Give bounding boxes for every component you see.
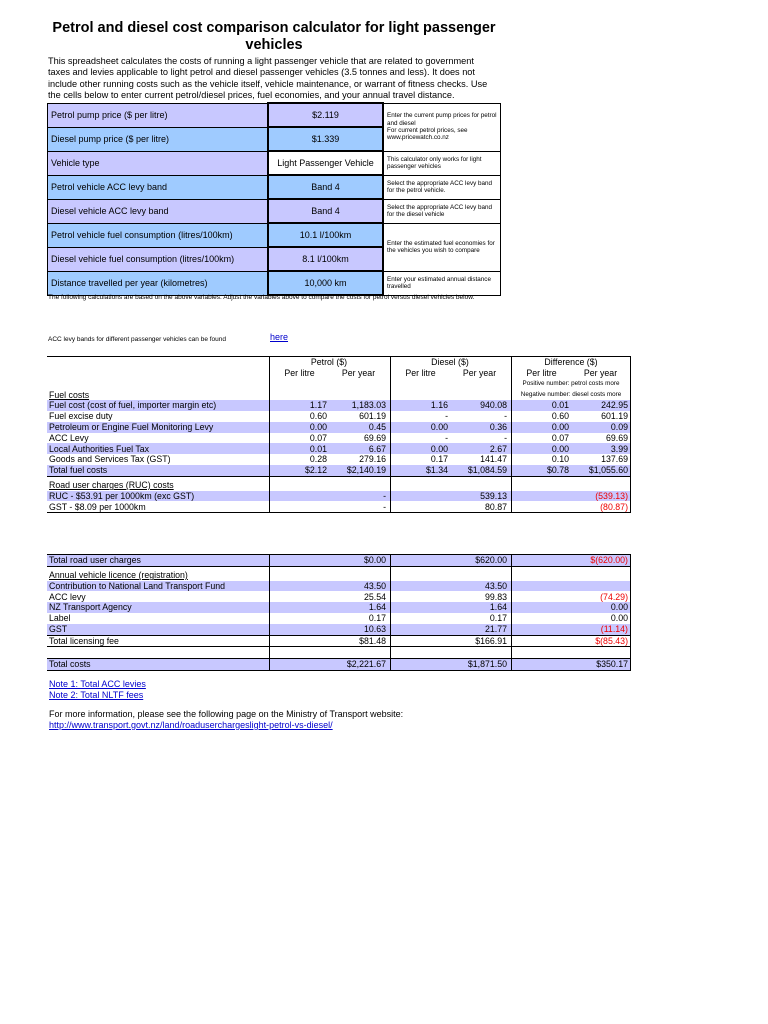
input-label: Petrol pump price ($ per litre) [48,103,269,127]
note-prices: Enter the current pump prices for petrol and diesel For current petrol prices, see www.pricewatch.co.nz [383,103,501,151]
value-cell: 2.67 [450,443,509,454]
value-cell: 69.69 [571,433,631,444]
difference-header: Difference ($) [512,357,631,368]
fuel-cost-row [47,443,631,454]
licence-row [47,602,631,613]
value-cell: 137.69 [571,454,631,465]
value-cell: 601.19 [329,411,388,422]
value-cell: 1.17 [270,400,330,411]
value-cell: 1.16 [391,400,451,411]
fuel-cost-row [47,400,631,411]
row-label: Fuel excise duty [47,411,270,422]
input-label: Vehicle type [48,151,269,175]
value-cell: 25.54 [329,591,388,602]
note-economy: Enter the estimated fuel economies for the vehicles you wish to compare [383,223,501,271]
value-cell: 10.63 [329,624,388,635]
value-cell: 279.16 [329,454,388,465]
note-petrol-band: Select the appropriate ACC levy band for the petrol vehicle. [383,175,501,199]
value-cell: - [391,433,451,444]
value-cell: 0.00 [571,613,631,624]
value-cell: (11.14) [571,624,631,635]
value-cell: 80.87 [450,501,509,512]
fuel-cost-row [47,411,631,422]
row-label: Petroleum or Engine Fuel Monitoring Levy [47,422,270,433]
value-cell: - [391,411,451,422]
value-cell: (74.29) [571,591,631,602]
note-diesel-band: Select the appropriate ACC levy band for the diesel vehicle [383,199,501,223]
licence-row [47,581,631,592]
petrol-price-cell[interactable]: $2.119 [268,103,383,127]
value-cell: 539.13 [450,491,509,502]
per-litre-header: Per litre [512,368,572,379]
note-vehicle: This calculator only works for light passenger vehicles [383,151,501,175]
petrol-header: Petrol ($) [270,357,389,368]
total-licence-row: Total licensing fee $81.48 $166.91 $(85.43) [47,635,631,647]
input-label: Diesel vehicle fuel consumption (litres/100km) [48,247,269,271]
value-cell: 0.00 [512,422,572,433]
acc-bands-link[interactable]: here [270,332,289,342]
value-cell: 601.19 [571,411,631,422]
ruc-row [47,491,631,502]
value-cell: 0.00 [391,443,451,454]
value-cell: 0.07 [512,433,572,444]
value-cell: 0.10 [512,454,572,465]
more-info-text: For more information, please see the following page on the Ministry of Transport website: [49,709,404,719]
note2-link[interactable]: Note 2: Total NLTF fees [49,690,144,700]
fuel-costs-heading: Fuel costs [49,389,90,400]
value-cell: 0.17 [329,613,388,624]
input-label: Petrol vehicle ACC levy band [48,175,269,199]
per-litre-header: Per litre [270,368,330,379]
value-cell: 242.95 [571,400,631,411]
value-cell: 3.99 [571,443,631,454]
input-row-distance [48,271,501,295]
per-year-header: Per year [462,368,497,379]
value-cell: 141.47 [450,454,509,465]
value-cell: 1,183.03 [329,400,388,411]
note-distance: Enter your estimated annual distance travelled [383,271,501,295]
input-table [47,102,501,296]
licence-heading-row: Annual vehicle licence (registration) [47,566,631,580]
row-label: Label [47,613,270,624]
licence-row [47,624,631,635]
fuel-cost-row [47,433,631,444]
value-cell: 0.01 [270,443,330,454]
value-cell: 0.60 [270,411,330,422]
input-row-petrol-economy [48,223,501,247]
sign-note-row-negative [47,389,631,400]
row-label: GST - $8.09 per 1000km [47,501,270,512]
header-row-main [47,357,631,368]
row-label: Contribution to National Land Transport Fund [47,581,270,592]
value-cell: 0.07 [270,433,330,444]
row-label: Local Authorities Fuel Tax [47,443,270,454]
input-row-petrol-price [48,103,501,127]
total-costs-row: Total costs $2,221.67 $1,871.50 $350.17 [47,659,631,671]
row-label: Goods and Services Tax (GST) [47,454,270,465]
value-cell: 1.64 [329,602,388,613]
per-year-header: Per year [341,368,376,379]
fuel-cost-row [47,454,631,465]
diesel-price-cell[interactable]: $1.339 [268,127,383,151]
per-year-header: Per year [571,368,631,379]
value-cell: 0.36 [450,422,509,433]
input-label: Petrol vehicle fuel consumption (litres/100km) [48,223,269,247]
total-ruc-row: Total road user charges $0.00 $620.00 $(620.00) [47,555,631,567]
diesel-header: Diesel ($) [391,357,510,368]
positive-note: Positive number: petrol costs more [512,379,631,390]
negative-note: Negative number: diesel costs more [512,389,631,400]
value-cell: - [329,491,388,502]
value-cell: 0.00 [512,443,572,454]
value-cell: 6.67 [329,443,388,454]
spacer-row [47,647,631,659]
value-cell: 43.50 [450,581,509,592]
value-cell: 1.64 [450,602,509,613]
input-label: Diesel vehicle ACC levy band [48,199,269,223]
value-cell: 0.09 [571,422,631,433]
fuel-rows [47,400,631,465]
value-cell: (80.87) [571,501,631,512]
value-cell: 940.08 [450,400,509,411]
licence-row [47,591,631,602]
ruc-heading-row: Road user charges (RUC) costs [47,476,631,490]
row-label: ACC levy [47,591,270,602]
ruc-row [47,501,631,512]
value-cell: - [450,411,509,422]
value-cell: 0.28 [270,454,330,465]
row-label: NZ Transport Agency [47,602,270,613]
fuel-cost-row [47,422,631,433]
acc-bands-text: ACC levy bands for different passenger vehicles can be found [48,336,227,343]
licence-rows [47,581,631,635]
value-cell: 0.17 [391,454,451,465]
diesel-economy-cell[interactable]: 8.1 l/100km [268,247,383,271]
row-label: Fuel cost (cost of fuel, importer margin etc) [47,400,270,411]
value-cell: 69.69 [329,433,388,444]
distance-cell[interactable]: 10,000 km [268,271,383,295]
input-label: Distance travelled per year (kilometres) [48,271,269,295]
intro-text: This spreadsheet calculates the costs of running a light passenger vehicle that are related to government taxes and levies applicable to light petrol and diesel passenger vehicles (3.5 tonnes and less). It does not include other running costs such as the vehicle itself, vehicle maintenance, or warrant of fitness checks. Use the cells below to enter current petrol/diesel prices, fuel economies, and your annual travel distance. [48,56,488,100]
sign-note-row-positive [47,379,631,390]
value-cell: 0.01 [512,400,572,411]
value-cell: (539.13) [571,491,631,502]
calc-note: The following calculations are based on the above variables. Adjust the variables above to compare the costs for petrol versus diesel vehicles below. [48,294,475,301]
value-cell: 0.60 [512,411,572,422]
value-cell: - [329,501,388,512]
value-cell: 99.83 [450,591,509,602]
input-row-petrol-band [48,175,501,199]
petrol-economy-cell[interactable]: 10.1 l/100km [268,223,383,247]
value-cell: - [450,433,509,444]
row-label: ACC Levy [47,433,270,444]
input-row-diesel-band [48,199,501,223]
note1-link[interactable]: Note 1: Total ACC levies [49,679,146,689]
per-litre-header: Per litre [391,368,451,379]
petrol-band-cell[interactable]: Band 4 [268,175,383,199]
vehicle-type-cell[interactable]: Light Passenger Vehicle [268,151,383,175]
fuel-cost-table [47,356,631,513]
total-fuel-row: Total fuel costs $2.12 $2,140.19 $1.34 $1,084.59 $0.78 $1,055.60 [47,465,631,476]
value-cell: 21.77 [450,624,509,635]
input-row-vehicle-type [48,151,501,175]
licence-row [47,613,631,624]
row-label: GST [47,624,270,635]
licence-table [47,554,631,671]
value-cell: 0.00 [270,422,330,433]
ruc-rows [47,491,631,513]
value-cell [571,581,631,592]
value-cell: 0.00 [571,602,631,613]
row-label: RUC - $53.91 per 1000km (exc GST) [47,491,270,502]
diesel-band-cell[interactable]: Band 4 [268,199,383,223]
header-row-sub [47,368,631,379]
value-cell: 0.17 [450,613,509,624]
page-title: Petrol and diesel cost comparison calculator for light passenger vehicles [52,20,496,53]
value-cell: 0.45 [329,422,388,433]
value-cell: 43.50 [329,581,388,592]
value-cell: 0.00 [391,422,451,433]
input-label: Diesel pump price ($ per litre) [48,127,269,151]
ministry-url-link[interactable]: http://www.transport.govt.nz/land/roaduserchargeslight-petrol-vs-diesel/ [49,720,333,730]
